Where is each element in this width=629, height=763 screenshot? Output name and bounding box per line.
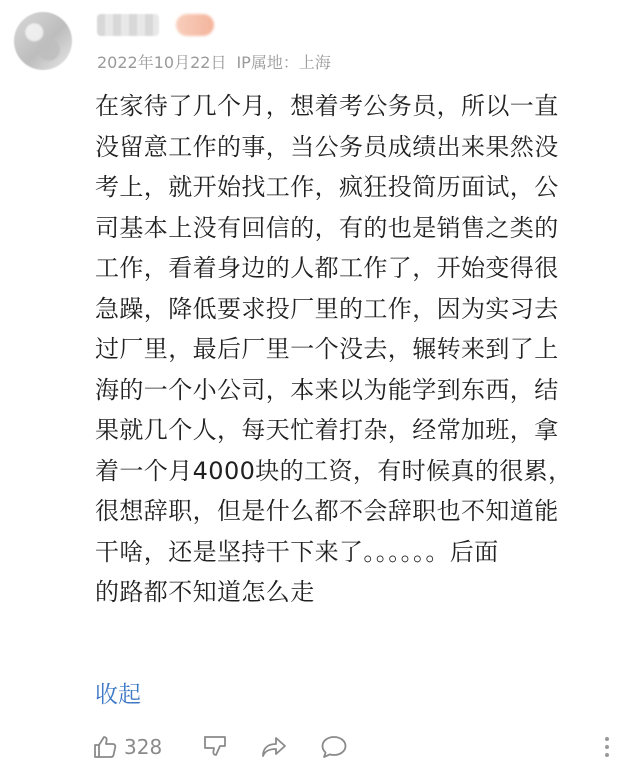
- dislike-button[interactable]: [202, 732, 228, 762]
- thumbs-down-icon: [202, 734, 228, 760]
- comment-line: 在家待了几个月，想着考公务员，所以一直: [95, 92, 559, 120]
- comment-line: 司基本上没有回信的，有的也是销售之类的: [95, 213, 559, 242]
- comment-line: 果就几个人，每天忙着打杂，经常加班，拿: [95, 416, 559, 444]
- comment-meta: [97, 50, 331, 73]
- comment-line: 着一个月4000块的工资，有时候真的很累，: [95, 456, 573, 485]
- ip-location: IP属地：上海: [236, 53, 331, 72]
- comment-body: [95, 86, 600, 613]
- comment-line: 急躁，降低要求投厂里的工作，因为实习去: [95, 294, 559, 323]
- comment-line: 的路都不知道怎么走: [95, 578, 315, 606]
- thumbs-up-icon: [92, 734, 118, 760]
- comment-line: 干啥，还是坚持干下来了。。。。。。后面: [95, 537, 499, 566]
- like-count: 328: [124, 735, 163, 759]
- comment-line: 没留意工作的事，当公务员成绩出来果然没: [95, 132, 559, 161]
- user-badge-blurred: [176, 14, 214, 36]
- comment-line: 过厂里，最后厂里一个没去，辗转来到了上: [95, 335, 559, 363]
- reply-button[interactable]: [320, 732, 348, 762]
- comment-line: 很想辞职，但是什么都不会辞职也不知道能: [95, 497, 559, 525]
- comment-actions: [92, 732, 629, 762]
- more-vertical-icon: [604, 737, 610, 757]
- comment-line: 海的一个小公司，本来以为能学到东西，结: [95, 375, 559, 404]
- share-icon: [260, 734, 288, 760]
- avatar[interactable]: [14, 12, 72, 70]
- comment-line: 工作，看着身边的人都工作了，开始变得很: [95, 254, 559, 282]
- comment-icon: [320, 734, 348, 760]
- collapse-link[interactable]: 收起: [95, 682, 141, 708]
- like-button[interactable]: [92, 732, 162, 762]
- username-blurred[interactable]: [97, 14, 159, 36]
- comment-date: 2022年10月22日: [97, 53, 227, 72]
- comment-line: 考上，就开始找工作，疯狂投简历面试，公: [95, 173, 559, 201]
- share-button[interactable]: [260, 732, 288, 762]
- more-button[interactable]: [604, 737, 610, 759]
